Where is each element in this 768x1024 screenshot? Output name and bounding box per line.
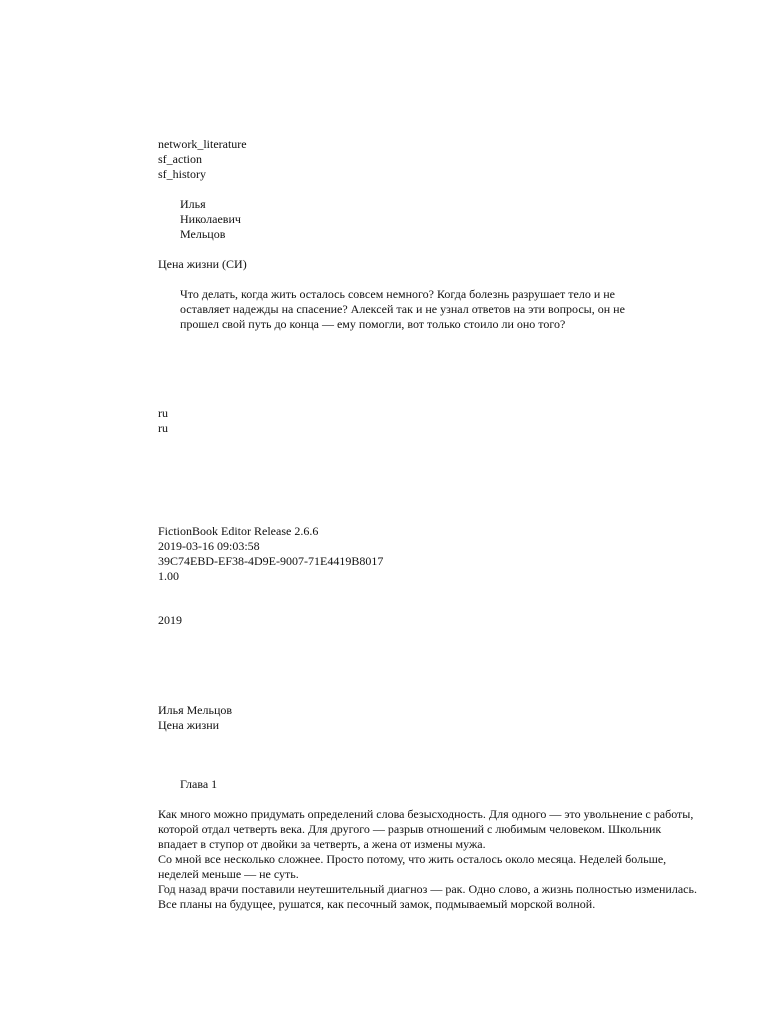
- language: ru: [158, 406, 168, 420]
- author-middle-name: Николаевич: [180, 212, 241, 226]
- source-language: ru: [158, 421, 168, 435]
- paragraph: Как много можно придумать определений слова безысходность. Для одного — это увольнение с работы, которой отдал четверть века. Для другого — разрыв отношений с любимым человеком. Школьник впадает в ступор от двойки за четверть, а жена от измены мужа.: [158, 807, 694, 851]
- document-version: 1.00: [158, 569, 179, 583]
- document-date: 2019-03-16 09:03:58: [158, 539, 260, 553]
- chapter-title: Глава 1: [180, 777, 218, 791]
- document-id: 39C74EBD-EF38-4D9E-9007-71E4419B8017: [158, 554, 384, 568]
- program-used: FictionBook Editor Release 2.6.6: [158, 524, 319, 538]
- annotation: Что делать, когда жить осталось совсем немного? Когда болезнь разрушает тело и не оставляет надежды на спасение? Алексей так и не узнал ответов на эти вопросы, он не прошел свой путь до конца — ему помогли, вот только стоило ли оно того?: [180, 287, 625, 331]
- publish-year: 2019: [158, 613, 182, 627]
- author-last-name: Мельцов: [180, 227, 226, 241]
- paragraph: Со мной все несколько сложнее. Просто потому, что жить осталось около месяца. Неделей больше, неделей меньше — не суть.: [158, 852, 667, 881]
- genre-item: sf_history: [158, 167, 206, 181]
- body-title-author: Илья Мельцов: [158, 703, 233, 717]
- book-title: Цена жизни (СИ): [158, 257, 247, 271]
- genre-item: network_literature: [158, 137, 247, 151]
- author-first-name: Илья: [180, 197, 206, 211]
- paragraph: Год назад врачи поставили неутешительный диагноз — рак. Одно слово, а жизнь полностью изменилась. Все планы на будущее, рушатся, как песочный замок, подмываемый морской волной.: [158, 882, 697, 911]
- body-title-name: Цена жизни: [158, 718, 220, 732]
- genre-item: sf_action: [158, 152, 202, 166]
